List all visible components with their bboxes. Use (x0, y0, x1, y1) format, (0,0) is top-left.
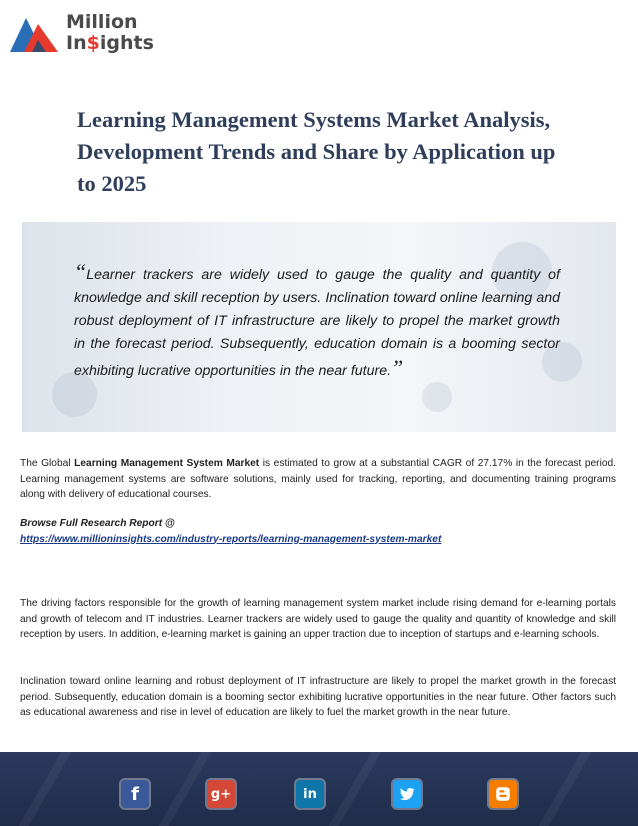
report-link[interactable]: https://www.millioninsights.com/industry-reports/learning-management-system-market (20, 533, 442, 545)
facebook-icon[interactable]: f (121, 780, 149, 808)
close-quote-mark: ” (391, 355, 404, 380)
browse-label: Browse Full Research Report @ (20, 518, 175, 529)
google-plus-icon[interactable]: g+ (207, 780, 235, 808)
quote-body: Learner trackers are widely used to gauge the quality and quantity of knowledge and skill reception by users. Inclination toward online learning and robust deployment of IT infrastructure are likely to propel the market growth in the forecast period. Subsequently, education domain is a booming sector exhibiting lucrative opportunities in the near future. (74, 267, 560, 379)
twitter-icon[interactable] (393, 780, 421, 808)
footer-bar (0, 752, 638, 826)
quote-text (74, 260, 560, 383)
paragraph-drivers: The driving factors responsible for the growth of learning management system market include rising demand for e-learning portals and growth of telecom and IT industries. Learner trackers are widely used to gauge the quality and quantity of knowledge and skill reception by users. In addition, e-learning market is gaining an upper traction due to inception of startups and e-learning schools. (20, 598, 616, 640)
paragraph-intro: The Global Learning Management System Market is estimated to grow at a substantial CAGR of 27.17% in the forecast period. Learning management systems are software solutions, mainly used for tracking, reporting, and documenting training programs along with delivery of educational courses. (20, 458, 616, 500)
mountain-logo-icon (8, 12, 60, 54)
blogger-icon[interactable] (489, 780, 517, 808)
paragraph-inclination: Inclination toward online learning and robust deployment of IT infrastructure are likely to propel the market growth in the forecast period. Subsequently, education domain is a booming sector exhibiting lucrative opportunities in the near future. Other factors such as educational awareness and rise in level of education are likely to fuel the market growth in the near future. (20, 676, 616, 718)
logo-line-1: Million (66, 11, 138, 33)
logo (8, 8, 168, 58)
linkedin-icon[interactable]: in (296, 780, 324, 808)
quote-box (22, 222, 616, 432)
market-name: Learning Management System Market (74, 458, 260, 469)
page-title: Learning Management Systems Market Analysis, Development Trends and Share by Application up to 2025 (77, 107, 556, 196)
browse-report-block (20, 516, 616, 547)
logo-line-2: In$ights (66, 32, 154, 54)
open-quote-mark: “ (74, 259, 87, 284)
